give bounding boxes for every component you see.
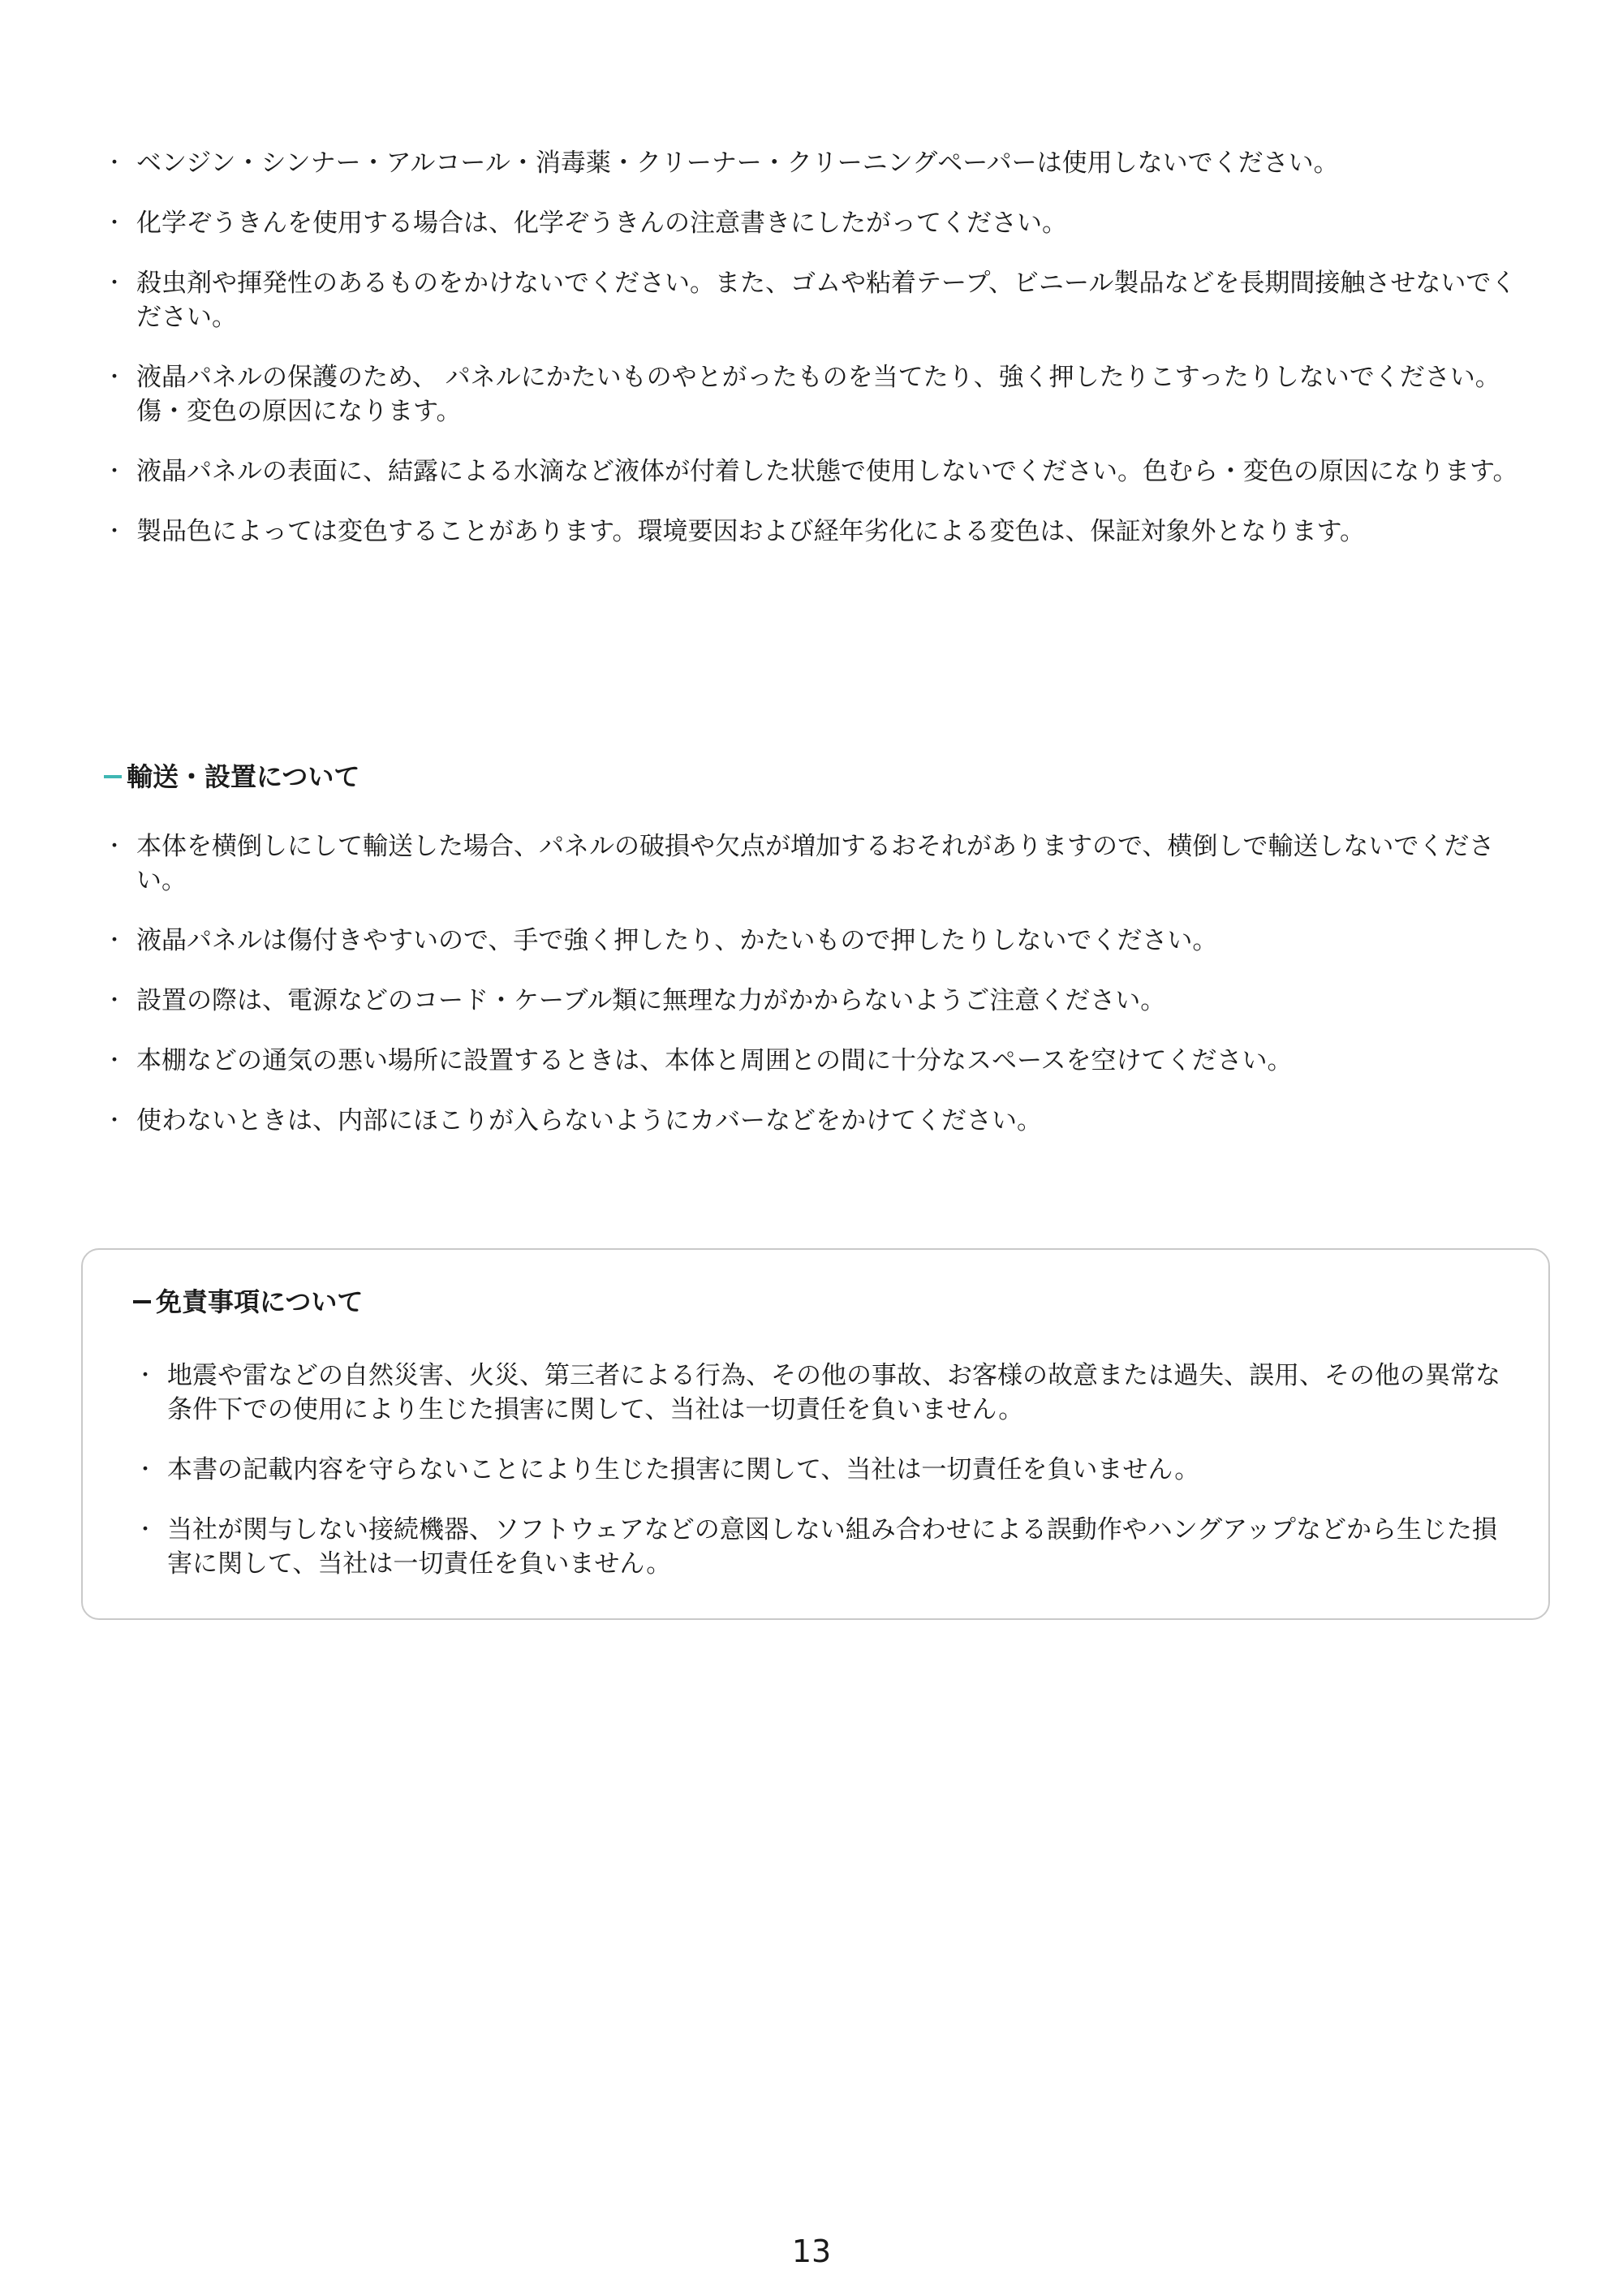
- bullet-icon: ・: [135, 1458, 157, 1482]
- list-item: [104, 1104, 1532, 1138]
- section-heading-text: 免責事項について: [156, 1286, 364, 1317]
- disclaimer-box: [81, 1248, 1550, 1620]
- list-item: [135, 1513, 1514, 1581]
- bullet-icon: ・: [104, 928, 126, 953]
- section-heading-transport: [104, 759, 359, 795]
- list-item: [104, 924, 1532, 958]
- bullet-icon: ・: [135, 1363, 157, 1388]
- list-item: [104, 266, 1532, 334]
- list-item-text: 殺虫剤や揮発性のあるものをかけないでください。また、ゴムや粘着テープ、ビニール製品などを長期間接触させないでください。: [136, 269, 1517, 332]
- list-item-text: ベンジン・シンナー・アルコール・消毒薬・クリーナー・クリーニングペーパーは使用しないでください。: [136, 149, 1339, 178]
- bullet-icon: ・: [104, 211, 126, 235]
- bullet-icon: ・: [135, 1518, 157, 1542]
- dash-icon: [104, 775, 122, 778]
- bullet-icon: ・: [104, 459, 126, 484]
- bullet-icon: ・: [104, 834, 126, 859]
- list-item-text: 地震や雷などの自然災害、火災、第三者による行為、その他の事故、お客様の故意または過失、誤用、その他の異常な条件下での使用により生じた損害に関して、当社は一切責任を負いません。: [167, 1361, 1500, 1424]
- list-item: [104, 829, 1532, 898]
- transport-instructions-list: [104, 829, 1532, 1164]
- list-item: [104, 1044, 1532, 1078]
- dash-icon: [133, 1300, 151, 1303]
- list-item-text: 製品色によっては変色することがあります。環境要因および経年劣化による変色は、保証対象外となります。: [136, 517, 1366, 546]
- list-item-text: 液晶パネルの保護のため、 パネルにかたいものやとがったものを当てたり、強く押したりこすったりしないでください。傷・変色の原因になります。: [136, 363, 1500, 426]
- bullet-icon: ・: [104, 989, 126, 1013]
- list-item: [104, 360, 1532, 429]
- bullet-icon: ・: [104, 365, 126, 390]
- list-item-text: 当社が関与しない接続機器、ソフトウェアなどの意図しない組み合わせによる誤動作やハングアップなどから生じた損害に関して、当社は一切責任を負いません。: [167, 1515, 1497, 1579]
- list-item: [104, 515, 1532, 549]
- list-item-text: 設置の際は、電源などのコード・ケーブル類に無理な力がかからないようご注意ください。: [136, 986, 1166, 1015]
- list-item: [104, 454, 1532, 489]
- list-item: [104, 206, 1532, 240]
- care-instructions-list: [104, 146, 1532, 575]
- list-item-text: 本棚などの通気の悪い場所に設置するときは、本体と周囲との間に十分なスペースを空けてください。: [136, 1046, 1293, 1075]
- list-item: [104, 146, 1532, 180]
- bullet-icon: ・: [104, 271, 126, 295]
- list-item: [104, 984, 1532, 1018]
- list-item-text: 化学ぞうきんを使用する場合は、化学ぞうきんの注意書きにしたがってください。: [136, 209, 1067, 238]
- bullet-icon: ・: [104, 1109, 126, 1133]
- list-item-text: 液晶パネルは傷付きやすいので、手で強く押したり、かたいもので押したりしないでください。: [136, 926, 1218, 955]
- list-item-text: 本書の記載内容を守らないことにより生じた損害に関して、当社は一切責任を負いません。: [167, 1455, 1200, 1484]
- bullet-icon: ・: [104, 151, 126, 175]
- disclaimer-list: [135, 1359, 1514, 1607]
- list-item: [135, 1359, 1514, 1427]
- page-number: 13: [791, 2234, 832, 2269]
- list-item-text: 本体を横倒しにして輸送した場合、パネルの破損や欠点が増加するおそれがありますので、横倒しで輸送しないでください。: [136, 832, 1495, 895]
- list-item-text: 液晶パネルの表面に、結露による水滴など液体が付着した状態で使用しないでください。色むら・変色の原因になります。: [136, 457, 1518, 486]
- list-item-text: 使わないときは、内部にほこりが入らないようにカバーなどをかけてください。: [136, 1106, 1042, 1135]
- section-heading-text: 輸送・設置について: [127, 761, 360, 792]
- bullet-icon: ・: [104, 1049, 126, 1073]
- bullet-icon: ・: [104, 519, 126, 544]
- section-heading-disclaimer: [133, 1284, 363, 1320]
- list-item: [135, 1453, 1514, 1487]
